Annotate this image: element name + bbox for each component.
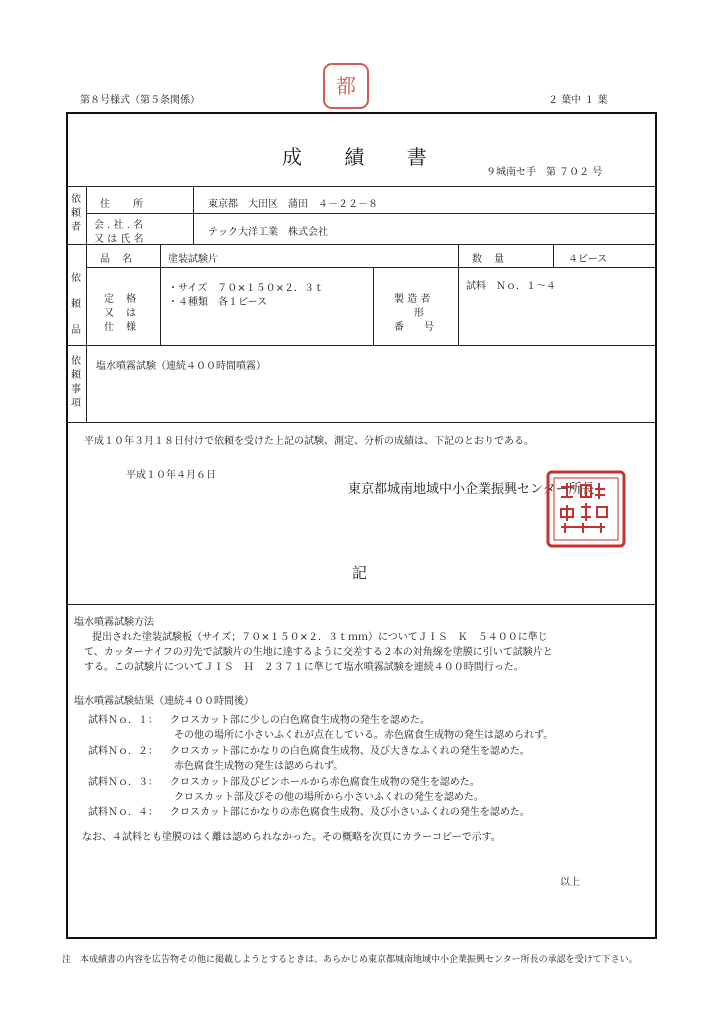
client-section-label: 依頼者 xyxy=(71,194,81,233)
result-label: 試料Ｎｏ．１： xyxy=(88,715,158,726)
maker-label-3: 番 号 xyxy=(394,322,434,333)
rule-item-v4 xyxy=(553,244,554,267)
spec-line-1: ・サイズ ７０×１５０×２．３ｔ xyxy=(168,283,324,294)
form-number: 第８号様式（第５条関係） xyxy=(80,95,200,106)
footnote: 注 本成績書の内容を広告物その他に掲載しようとするときは、あらかじめ東京都城南地域中小企業振興センター所長の承認を受けて下さい。 xyxy=(62,955,638,965)
rule-request-v1 xyxy=(86,345,87,422)
spec-label-3: 仕 様 xyxy=(104,322,137,333)
method-line: て、カッターナイフの刃先で試験片の生地に達するように交差する２本の対角線を塗膜に引いて試験片と xyxy=(84,647,553,658)
results-note: なお、４試料とも塗膜のはく離は認められなかった。その概略を次頁にカラーコピーで示す。 xyxy=(82,832,501,843)
method-line: 提出された塗装試験板（サイズ；７０×１５０×２．３ｔｍｍ）についてＪＩＳ Ｋ ５４００に準じ xyxy=(82,632,548,643)
rule-client-bottom xyxy=(66,244,657,245)
rule-item-v2 xyxy=(160,244,161,345)
issue-date: 平成１０年４月６日 xyxy=(126,470,216,481)
result-label: 試料Ｎｏ．２： xyxy=(88,746,158,757)
spec-label-1: 定 格 xyxy=(104,294,137,305)
frame-right xyxy=(655,112,657,939)
result-label: 試料Ｎｏ．４： xyxy=(88,807,158,818)
result-label: 試料Ｎｏ．３： xyxy=(88,777,158,788)
rule-item-v1 xyxy=(86,244,87,345)
spec-line-2: ・４種類 各１ピース xyxy=(168,297,268,308)
item-section-label: 依頼品 xyxy=(71,273,81,336)
method-line: する。この試験片についてＪＩＳ Ｈ ２３７１に準じて塩水噴霧試験を連続４００時間行った。 xyxy=(84,662,524,673)
top-seal-stamp xyxy=(320,60,372,112)
frame-left xyxy=(66,112,68,939)
item-name-value: 塗装試験片 xyxy=(168,254,218,265)
page-info: ２ 葉中 １ 葉 xyxy=(548,95,608,106)
company-label-1: 会 . 社 . 名 xyxy=(94,220,144,231)
issuer-name: 東京都城南地域中小企業振興センター所長 xyxy=(348,482,595,497)
statement-text: 平成１０年３月１８日付けで依頼を受けた上記の試験、測定、分析の成績は、下記のとおりである。 xyxy=(84,436,534,447)
maker-label-2: 形 xyxy=(414,308,424,319)
ki-mark: 記 xyxy=(352,564,368,582)
svg-text:都: 都 xyxy=(336,74,356,98)
maker-value: 試料 Ｎｏ．１～４ xyxy=(466,281,556,292)
rule-client-top xyxy=(66,186,657,187)
rule-item-v3 xyxy=(458,244,459,345)
seal-text xyxy=(548,473,624,545)
result-line: 赤色腐食生成物の発生は認められず。 xyxy=(174,761,344,772)
result-line: クロスカット部及びピンホールから赤色腐食生成物の発生を認めた。 xyxy=(170,777,480,788)
rule-method-top xyxy=(66,604,657,605)
results-heading: 塩水噴霧試験結果（連続４００時間後） xyxy=(74,696,254,707)
result-line: クロスカット部にかなりの白色腐食生成物、及び大きなふくれの発生を認めた。 xyxy=(170,746,530,757)
frame-top xyxy=(66,112,657,114)
request-value: 塩水噴霧試験（連続４００時間噴霧） xyxy=(96,361,266,372)
quantity-value: ４ピース xyxy=(568,254,608,265)
method-heading: 塩水噴霧試験方法 xyxy=(74,617,154,628)
maker-label-1: 製 造 者 xyxy=(394,294,431,305)
page-title: 成 績 書 xyxy=(282,145,445,169)
address-value: 東京都 大田区 蒲田 ４－２２－８ xyxy=(208,199,378,210)
document-number: ９城南セ手 第 ７０２ 号 xyxy=(486,167,603,178)
request-section-label: 依頼事項 xyxy=(71,356,81,409)
rule-client-v1 xyxy=(86,186,87,244)
rule-client-mid xyxy=(86,213,657,214)
result-line: クロスカット部及びその他の場所から小さいふくれの発生を認めた。 xyxy=(174,792,484,803)
company-value: テック大洋工業 株式会社 xyxy=(208,227,328,238)
address-label: 住 所 xyxy=(100,199,144,210)
rule-request-bottom xyxy=(66,422,657,423)
result-line: その他の場所に小さいふくれが点在している。赤色腐食生成物の発生は認められず。 xyxy=(174,730,554,741)
spec-label-2: 又 は xyxy=(104,308,137,319)
company-label-2: 又 は 氏 名 xyxy=(94,234,144,245)
rule-item-bottom xyxy=(66,345,657,346)
rule-item-mid xyxy=(86,267,657,268)
closing-mark: 以上 xyxy=(560,877,580,888)
result-line: クロスカット部にかなりの赤色腐食生成物、及び小さいふくれの発生を認めた。 xyxy=(170,807,530,818)
quantity-label: 数 量 xyxy=(472,254,505,265)
item-name-label: 品 名 xyxy=(100,254,133,265)
frame-bottom xyxy=(66,937,657,939)
result-line: クロスカット部に少しの白色腐食生成物の発生を認めた。 xyxy=(170,715,430,726)
rule-client-v2 xyxy=(193,186,194,244)
rule-item-v5 xyxy=(373,267,374,345)
